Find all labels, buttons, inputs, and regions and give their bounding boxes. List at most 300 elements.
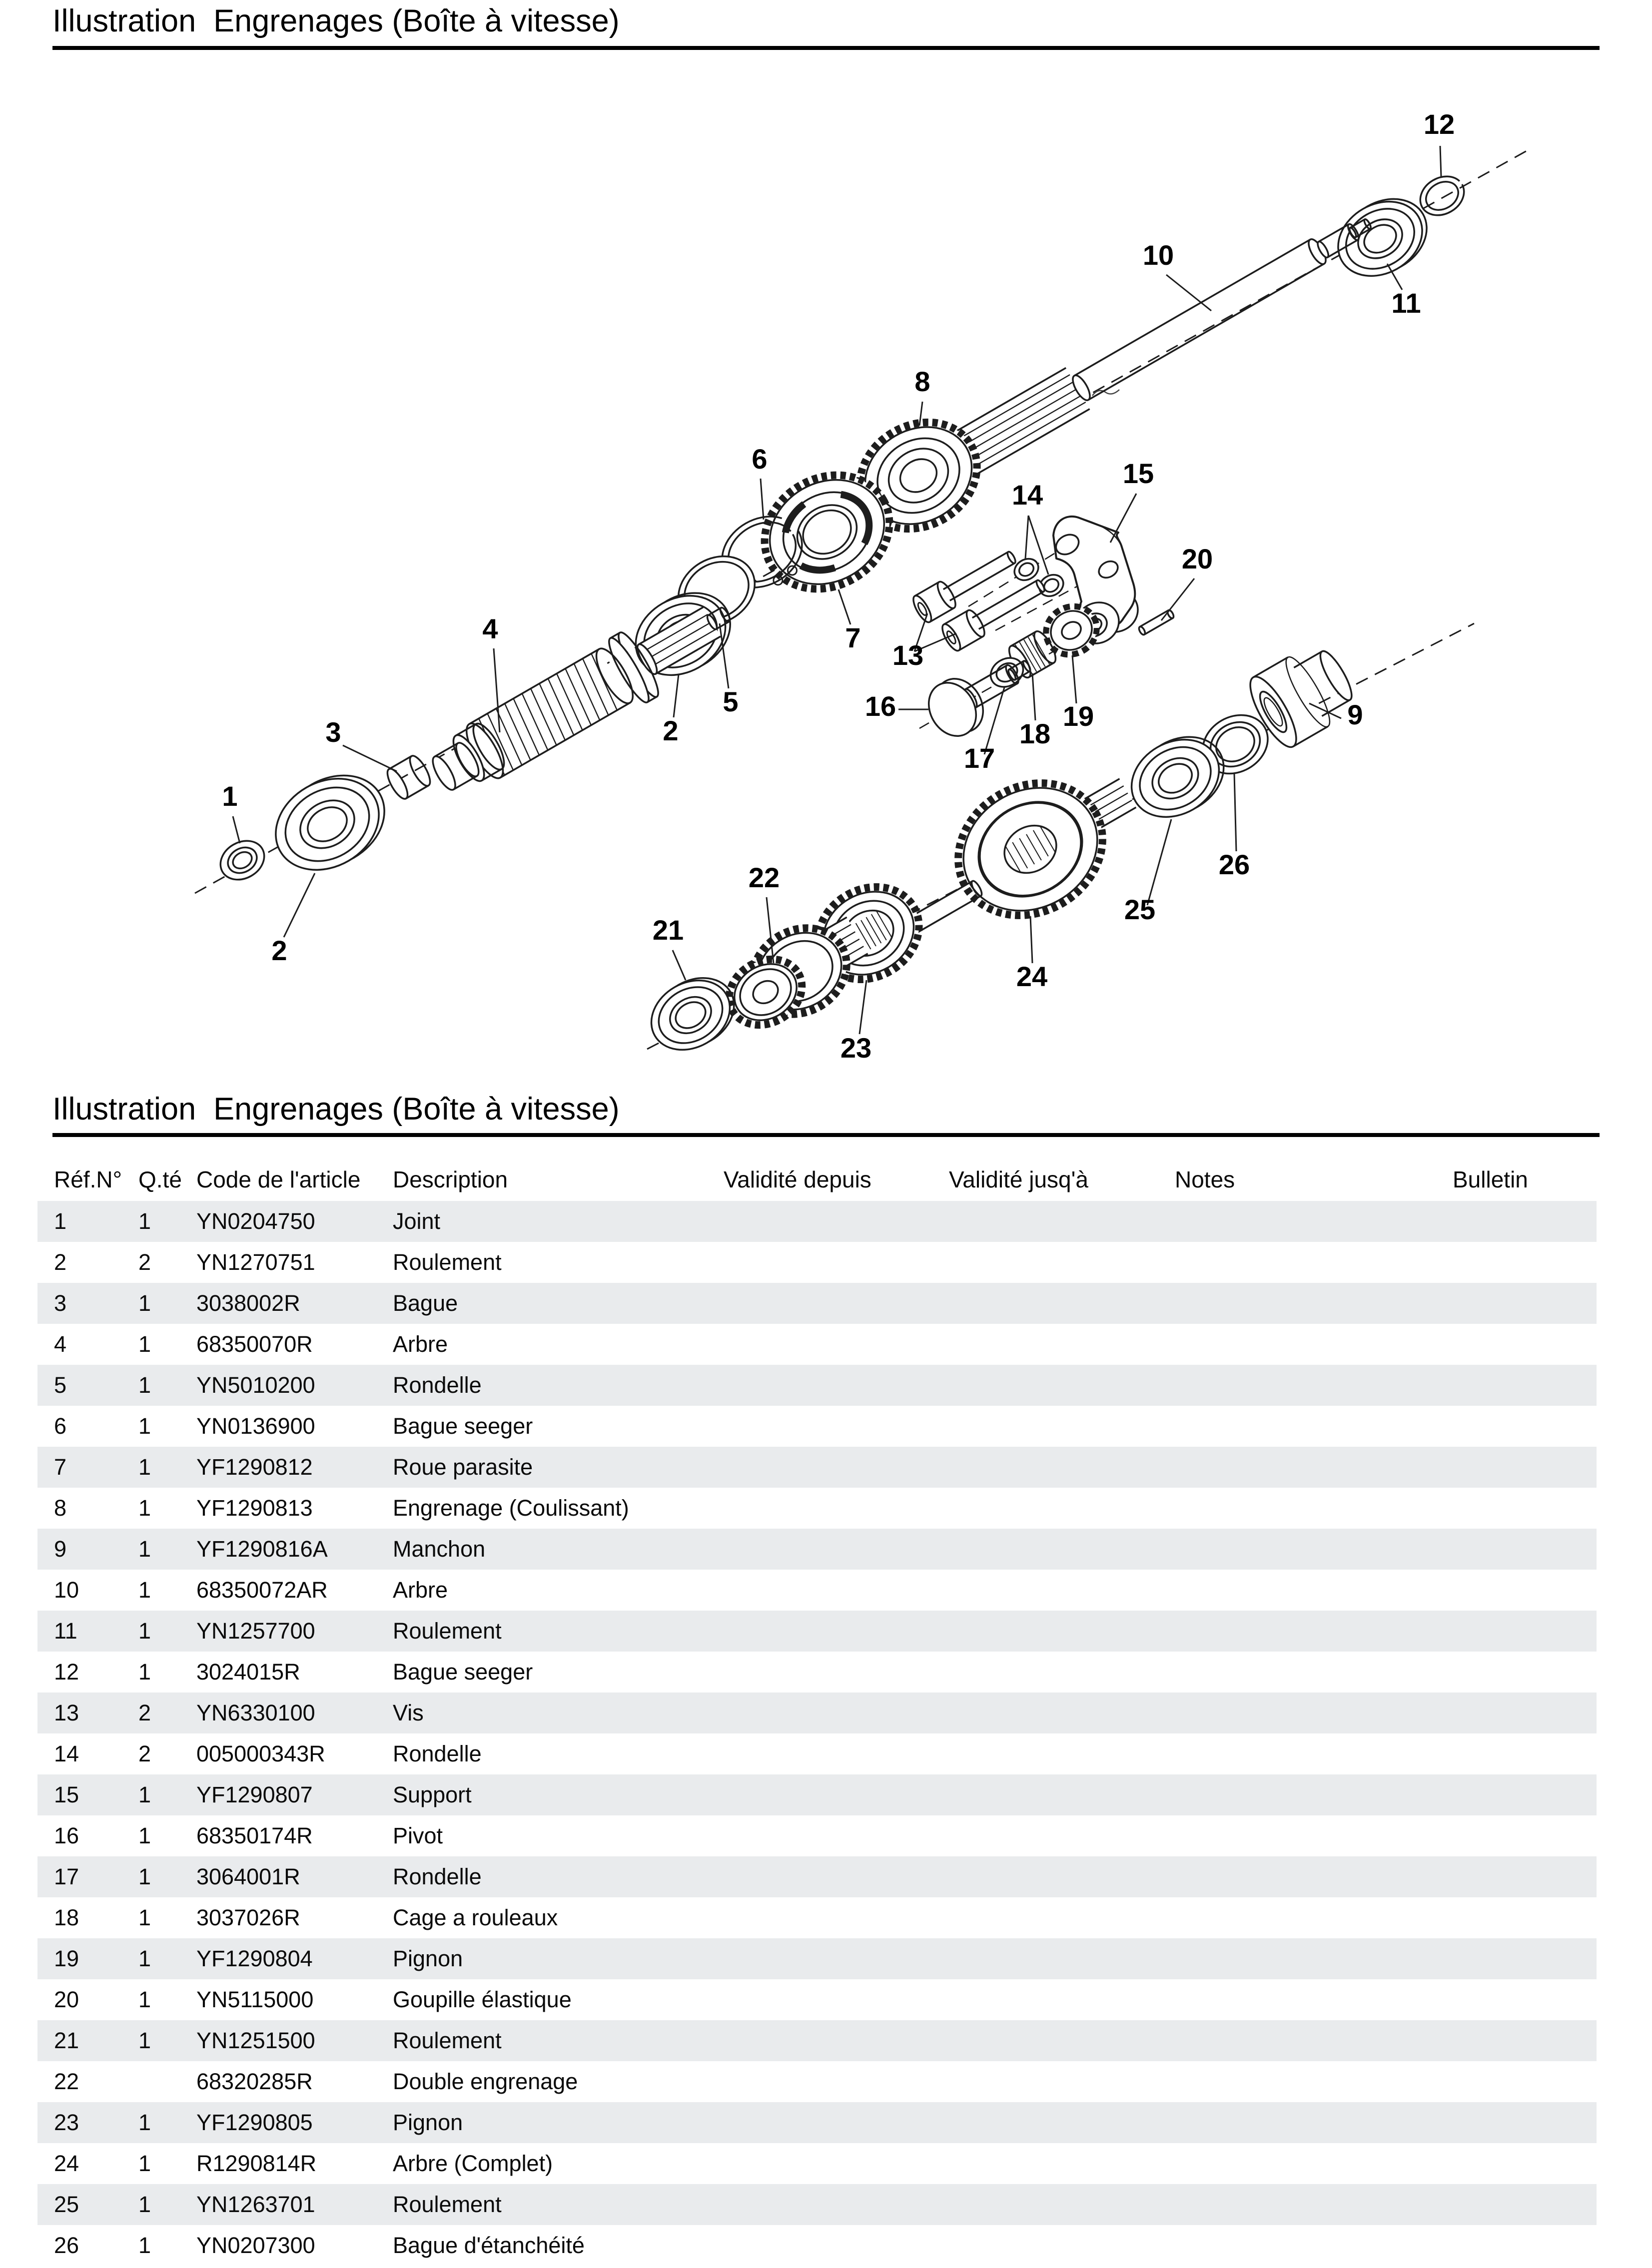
diagram-callout-label: 11 bbox=[1391, 287, 1421, 319]
table-cell bbox=[724, 1201, 949, 1242]
table-cell bbox=[1175, 1611, 1453, 1652]
table-cell: YF1290816A bbox=[196, 1536, 328, 1562]
table-cell: 23 bbox=[54, 2110, 79, 2135]
table-cell bbox=[1453, 1242, 1597, 1283]
table-cell: 3037026R bbox=[196, 1905, 300, 1930]
table-cell bbox=[1453, 1693, 1597, 1733]
table-cell: YF1290805 bbox=[196, 2110, 313, 2135]
table-cell: YN6330100 bbox=[196, 1700, 315, 1725]
part-11-bearing bbox=[1325, 184, 1440, 291]
table-row bbox=[37, 1283, 1597, 1324]
table-cell bbox=[724, 1488, 949, 1529]
table-cell: 2 bbox=[138, 1700, 151, 1725]
table-row bbox=[37, 1693, 1597, 1733]
table-cell bbox=[949, 1693, 1175, 1733]
table-cell bbox=[1453, 2061, 1597, 2102]
table-cell: 3064001R bbox=[196, 1864, 300, 1889]
table-cell bbox=[949, 1529, 1175, 1570]
table-cell bbox=[1453, 2102, 1597, 2143]
table-cell: 1 bbox=[138, 1659, 151, 1685]
table-cell: YN5115000 bbox=[196, 1987, 314, 2012]
table-cell: 1 bbox=[54, 1208, 67, 1234]
table-cell bbox=[724, 1652, 949, 1693]
part-16-pivot bbox=[919, 660, 1032, 745]
table-cell bbox=[949, 1406, 1175, 1447]
callout-leader bbox=[859, 980, 866, 1034]
table-cell: 1 bbox=[138, 1905, 151, 1930]
table-cell bbox=[949, 1652, 1175, 1693]
diagram-callout-label: 25 bbox=[1124, 894, 1156, 925]
diagram-callout-label: 1 bbox=[222, 780, 238, 812]
diagram-callout-label: 16 bbox=[864, 690, 896, 722]
table-cell: 12 bbox=[54, 1659, 79, 1685]
table-cell bbox=[949, 1733, 1175, 1774]
table-cell: YN1251500 bbox=[196, 2028, 315, 2053]
table-cell bbox=[1453, 1938, 1597, 1979]
table-cell: 21 bbox=[54, 2028, 79, 2053]
table-cell bbox=[1175, 2020, 1453, 2061]
table-cell: 1 bbox=[138, 1864, 151, 1889]
table-cell bbox=[1453, 1406, 1597, 1447]
table-cell: Engrenage (Coulissant) bbox=[393, 1495, 629, 1521]
table-cell bbox=[724, 2102, 949, 2143]
exploded-diagram bbox=[0, 0, 1652, 1089]
table-cell: Bague d'étanchéité bbox=[393, 2233, 585, 2258]
table-cell: 2 bbox=[138, 1741, 151, 1766]
column-header-1: Réf.N° bbox=[54, 1166, 122, 1192]
table-cell: 22 bbox=[54, 2069, 79, 2094]
table-cell bbox=[1453, 1365, 1597, 1406]
table-cell: YN0207300 bbox=[196, 2233, 315, 2258]
table-cell bbox=[724, 1897, 949, 1938]
parts-table-container bbox=[37, 1158, 1597, 2266]
table-cell: 68350174R bbox=[196, 1823, 313, 1848]
diagram-callout-label: 20 bbox=[1181, 543, 1213, 574]
callout-leader bbox=[233, 816, 240, 843]
table-cell bbox=[1175, 1979, 1453, 2020]
table-row bbox=[37, 2102, 1597, 2143]
table-cell bbox=[1453, 1611, 1597, 1652]
table-cell bbox=[1453, 1774, 1597, 1815]
table-cell: YF1290807 bbox=[196, 1782, 313, 1807]
table-cell bbox=[949, 1815, 1175, 1856]
table-cell: 1 bbox=[138, 1290, 151, 1316]
table-cell bbox=[1175, 1406, 1453, 1447]
table-cell bbox=[949, 2020, 1175, 2061]
table-cell bbox=[1175, 2102, 1453, 2143]
table-cell: Vis bbox=[393, 1700, 424, 1725]
table-cell bbox=[949, 1979, 1175, 2020]
section-title: Illustration Engrenages (Boîte à vitesse) bbox=[52, 1092, 620, 1127]
table-cell bbox=[949, 1201, 1175, 1242]
table-cell bbox=[724, 1979, 949, 2020]
table-cell: 20 bbox=[54, 1987, 79, 2012]
diagram-callout-label: 9 bbox=[1347, 699, 1363, 730]
table-cell bbox=[949, 2184, 1175, 2225]
part-12-snap-ring bbox=[1413, 169, 1471, 223]
diagram-callout-label: 22 bbox=[748, 862, 780, 893]
table-cell bbox=[724, 1283, 949, 1324]
table-cell bbox=[949, 1774, 1175, 1815]
table-cell bbox=[724, 1733, 949, 1774]
column-header-2: Q.té bbox=[138, 1166, 182, 1192]
table-cell: 1 bbox=[138, 1495, 151, 1521]
table-cell: 18 bbox=[54, 1905, 79, 1930]
table-cell bbox=[724, 1815, 949, 1856]
table-cell: Cage a rouleaux bbox=[393, 1905, 558, 1930]
table-cell: Rondelle bbox=[393, 1741, 482, 1766]
column-header-6: Validité jusq'à bbox=[949, 1166, 1088, 1192]
table-cell: 2 bbox=[54, 1249, 67, 1275]
callout-leader bbox=[343, 745, 397, 771]
table-cell bbox=[1453, 1529, 1597, 1570]
callout-leader bbox=[1110, 494, 1136, 543]
table-cell bbox=[1453, 1979, 1597, 2020]
table-cell bbox=[1453, 2020, 1597, 2061]
table-cell bbox=[949, 1488, 1175, 1529]
table-cell bbox=[1453, 1324, 1597, 1365]
column-header-7: Notes bbox=[1175, 1166, 1235, 1192]
table-row bbox=[37, 1856, 1597, 1897]
diagram-callout-label: 24 bbox=[1016, 961, 1048, 992]
table-cell: 24 bbox=[54, 2151, 79, 2176]
table-cell bbox=[1175, 1529, 1453, 1570]
diagram-callout-label: 23 bbox=[840, 1032, 872, 1064]
table-cell bbox=[724, 1774, 949, 1815]
table-cell bbox=[1175, 1652, 1453, 1693]
table-cell bbox=[1175, 1324, 1453, 1365]
table-cell: Rondelle bbox=[393, 1372, 482, 1398]
diagram-parts bbox=[213, 169, 1471, 1064]
table-row bbox=[37, 1979, 1597, 2020]
callout-leader bbox=[1440, 146, 1441, 177]
table-cell bbox=[949, 2143, 1175, 2184]
table-cell: Roulement bbox=[393, 1618, 502, 1644]
table-cell bbox=[724, 1570, 949, 1611]
table-cell: 3038002R bbox=[196, 1290, 300, 1316]
table-cell: 1 bbox=[138, 1331, 151, 1357]
part-3-bushing bbox=[384, 753, 434, 801]
diagram-callout-label: 15 bbox=[1122, 458, 1154, 489]
table-cell bbox=[1453, 2225, 1597, 2266]
table-cell bbox=[949, 2225, 1175, 2266]
table-cell: R1290814R bbox=[196, 2151, 317, 2176]
table-cell: 7 bbox=[54, 1454, 67, 1480]
table-cell bbox=[949, 1324, 1175, 1365]
callout-leader bbox=[1161, 578, 1194, 620]
table-cell bbox=[724, 2143, 949, 2184]
table-cell: 6 bbox=[54, 1413, 67, 1439]
table-cell: 3024015R bbox=[196, 1659, 300, 1685]
table-cell: YN0204750 bbox=[196, 1208, 315, 1234]
table-cell bbox=[724, 1365, 949, 1406]
table-cell bbox=[724, 1693, 949, 1733]
table-cell: Arbre bbox=[393, 1331, 448, 1357]
table-cell bbox=[724, 1856, 949, 1897]
table-row bbox=[37, 1815, 1597, 1856]
table-row bbox=[37, 1611, 1597, 1652]
table-row bbox=[37, 2184, 1597, 2225]
table-cell: 1 bbox=[138, 2028, 151, 2053]
table-cell bbox=[1175, 1733, 1453, 1774]
table-cell: 26 bbox=[54, 2233, 79, 2258]
table-row bbox=[37, 1733, 1597, 1774]
table-cell bbox=[724, 2020, 949, 2061]
part-1-seal-ring bbox=[213, 833, 271, 887]
table-cell: 14 bbox=[54, 1741, 79, 1766]
diagram-callout-label: 2 bbox=[663, 715, 679, 746]
table-cell: YN1257700 bbox=[196, 1618, 315, 1644]
diagram-callout-label: 17 bbox=[963, 742, 995, 774]
table-cell: 15 bbox=[54, 1782, 79, 1807]
table-row bbox=[37, 1652, 1597, 1693]
table-cell: 4 bbox=[54, 1331, 67, 1357]
table-cell: Roue parasite bbox=[393, 1454, 533, 1480]
table-cell: 16 bbox=[54, 1823, 79, 1848]
table-cell bbox=[1175, 1447, 1453, 1488]
table-cell bbox=[949, 1447, 1175, 1488]
table-cell: 1 bbox=[138, 1577, 151, 1603]
table-cell: 13 bbox=[54, 1700, 79, 1725]
diagram-callout-label: 14 bbox=[1011, 479, 1043, 511]
table-cell bbox=[1453, 1447, 1597, 1488]
table-cell bbox=[949, 1283, 1175, 1324]
table-cell: 1 bbox=[138, 1454, 151, 1480]
table-cell: 10 bbox=[54, 1577, 79, 1603]
table-cell bbox=[1175, 1938, 1453, 1979]
table-cell: Bague seeger bbox=[393, 1413, 533, 1439]
table-cell bbox=[1175, 1201, 1453, 1242]
table-cell bbox=[724, 1938, 949, 1979]
table-cell: YN5010200 bbox=[196, 1372, 315, 1398]
table-cell: 1 bbox=[138, 2192, 151, 2217]
table-cell bbox=[724, 1324, 949, 1365]
table-cell bbox=[724, 1529, 949, 1570]
table-cell: Goupille élastique bbox=[393, 1987, 572, 2012]
table-cell bbox=[724, 1447, 949, 1488]
table-cell bbox=[1175, 2143, 1453, 2184]
table-cell: 005000343R bbox=[196, 1741, 325, 1766]
diagram-callout-label: 21 bbox=[652, 914, 684, 946]
table-cell bbox=[724, 2225, 949, 2266]
callout-leader bbox=[1025, 516, 1028, 559]
table-cell: YF1290813 bbox=[196, 1495, 313, 1521]
table-row bbox=[37, 1242, 1597, 1283]
table-row bbox=[37, 2143, 1597, 2184]
table-cell bbox=[1453, 1897, 1597, 1938]
table-cell: Roulement bbox=[393, 1249, 502, 1275]
table-cell: 11 bbox=[54, 1618, 77, 1644]
table-cell: 1 bbox=[138, 2233, 151, 2258]
table-cell bbox=[1453, 1488, 1597, 1529]
table-cell bbox=[724, 2061, 949, 2102]
table-cell: YN1270751 bbox=[196, 1249, 315, 1275]
section-rule bbox=[52, 1133, 1600, 1137]
diagram-callout-label: 7 bbox=[845, 622, 861, 653]
table-cell: Pivot bbox=[393, 1823, 443, 1848]
table-cell: 1 bbox=[138, 1208, 151, 1234]
table-cell bbox=[1175, 1570, 1453, 1611]
table-cell: Manchon bbox=[393, 1536, 486, 1562]
table-cell: Bague seeger bbox=[393, 1659, 533, 1685]
diagram-callout-label: 4 bbox=[482, 613, 498, 644]
table-cell bbox=[949, 2061, 1175, 2102]
table-cell: Rondelle bbox=[393, 1864, 482, 1889]
column-header-5: Validité depuis bbox=[724, 1166, 871, 1192]
part-22-double-gear bbox=[717, 911, 867, 1038]
column-header-4: Description bbox=[393, 1166, 508, 1192]
table-cell bbox=[949, 1897, 1175, 1938]
part-4-input-shaft bbox=[429, 606, 732, 793]
table-row bbox=[37, 1897, 1597, 1938]
table-cell bbox=[1175, 1693, 1453, 1733]
table-cell bbox=[1453, 1201, 1597, 1242]
table-cell bbox=[1453, 1733, 1597, 1774]
table-cell bbox=[1175, 2225, 1453, 2266]
table-cell: 68350070R bbox=[196, 1331, 313, 1357]
table-cell: 1 bbox=[138, 1413, 151, 1439]
table-cell: Arbre bbox=[393, 1577, 448, 1603]
table-cell bbox=[949, 1938, 1175, 1979]
table-cell: YF1290804 bbox=[196, 1946, 313, 1971]
table-row bbox=[37, 1529, 1597, 1570]
table-cell bbox=[1175, 2184, 1453, 2225]
table-row bbox=[37, 1324, 1597, 1365]
table-row bbox=[37, 1774, 1597, 1815]
table-cell bbox=[1175, 1856, 1453, 1897]
table-cell: Pignon bbox=[393, 2110, 463, 2135]
table-cell bbox=[949, 1856, 1175, 1897]
table-cell: 19 bbox=[54, 1946, 79, 1971]
diagram-callout-label: 18 bbox=[1019, 718, 1051, 749]
table-cell: 8 bbox=[54, 1495, 67, 1521]
table-cell: YN0136900 bbox=[196, 1413, 315, 1439]
callout-leader bbox=[1166, 275, 1211, 311]
callout-leader bbox=[761, 479, 764, 520]
table-cell: YF1290812 bbox=[196, 1454, 313, 1480]
diagram-callout-label: 2 bbox=[271, 935, 287, 966]
table-cell: 1 bbox=[138, 1987, 151, 2012]
table-cell: Bague bbox=[393, 1290, 458, 1316]
table-cell: 9 bbox=[54, 1536, 67, 1562]
table-cell bbox=[138, 2061, 196, 2102]
callout-leader bbox=[673, 950, 686, 980]
table-cell bbox=[949, 1242, 1175, 1283]
diagram-callout-label: 13 bbox=[892, 639, 924, 671]
table-cell bbox=[1453, 1570, 1597, 1611]
table-cell: Pignon bbox=[393, 1946, 463, 1971]
table-cell bbox=[1453, 2143, 1597, 2184]
diagram-callout-label: 12 bbox=[1423, 108, 1455, 140]
diagram-callout-label: 8 bbox=[914, 366, 930, 397]
callout-leader bbox=[1030, 916, 1032, 963]
table-cell: Roulement bbox=[393, 2028, 502, 2053]
table-cell: 1 bbox=[138, 2151, 151, 2176]
table-cell bbox=[724, 1611, 949, 1652]
table-cell bbox=[1453, 1652, 1597, 1693]
diagram-callout-label: 3 bbox=[325, 716, 341, 748]
table-cell: 1 bbox=[138, 1946, 151, 1971]
table-cell: YN1263701 bbox=[196, 2192, 315, 2217]
table-cell: 68320285R bbox=[196, 2069, 313, 2094]
diagram-callout-label: 6 bbox=[752, 443, 768, 475]
diagram-callout-label: 19 bbox=[1062, 700, 1094, 732]
parts-table bbox=[37, 1158, 1597, 2266]
table-header-row bbox=[37, 1158, 1597, 1201]
table-cell bbox=[1175, 1488, 1453, 1529]
table-cell bbox=[1175, 1365, 1453, 1406]
table-cell: 17 bbox=[54, 1864, 79, 1889]
table-row bbox=[37, 1938, 1597, 1979]
diagram-callout-label: 10 bbox=[1142, 239, 1174, 271]
table-cell bbox=[1175, 1897, 1453, 1938]
table-row bbox=[37, 1406, 1597, 1447]
table-cell: 1 bbox=[138, 1782, 151, 1807]
diagram-callout-label: 5 bbox=[723, 686, 739, 717]
callout-leader bbox=[674, 674, 679, 717]
table-cell bbox=[724, 2184, 949, 2225]
table-cell bbox=[949, 1611, 1175, 1652]
callout-leader bbox=[919, 402, 922, 426]
callout-leader bbox=[838, 589, 850, 624]
part-20-spring-pin bbox=[1138, 609, 1175, 635]
table-cell bbox=[724, 1406, 949, 1447]
table-cell bbox=[949, 1570, 1175, 1611]
callout-leader bbox=[1234, 773, 1236, 851]
table-row bbox=[37, 2061, 1597, 2102]
table-cell: 1 bbox=[138, 1536, 151, 1562]
table-cell bbox=[949, 1365, 1175, 1406]
table-cell: 3 bbox=[54, 1290, 67, 1316]
table-cell bbox=[949, 2102, 1175, 2143]
table-cell: Double engrenage bbox=[393, 2069, 578, 2094]
column-header-8: Bulletin bbox=[1453, 1166, 1528, 1192]
table-cell: Roulement bbox=[393, 2192, 502, 2217]
table-cell bbox=[1175, 1242, 1453, 1283]
table-cell: 25 bbox=[54, 2192, 79, 2217]
diagram-callout-label: 26 bbox=[1218, 849, 1250, 880]
table-row bbox=[37, 1201, 1597, 1242]
table-cell bbox=[1175, 1774, 1453, 1815]
table-cell: 1 bbox=[138, 1823, 151, 1848]
table-cell: 1 bbox=[138, 2110, 151, 2135]
table-row bbox=[37, 1488, 1597, 1529]
page-title: Illustration Engrenages (Boîte à vitesse) bbox=[52, 3, 620, 38]
callout-leader bbox=[1032, 673, 1035, 720]
table-cell bbox=[724, 1242, 949, 1283]
part-2-bearing bbox=[259, 757, 401, 888]
table-row bbox=[37, 1365, 1597, 1406]
callout-leader bbox=[1147, 819, 1171, 905]
column-header-3: Code de l'article bbox=[196, 1166, 361, 1192]
table-cell: 1 bbox=[138, 1618, 151, 1644]
table-cell bbox=[1453, 1815, 1597, 1856]
table-row bbox=[37, 2225, 1597, 2266]
table-row bbox=[37, 2020, 1597, 2061]
table-cell bbox=[1175, 2061, 1453, 2102]
table-cell bbox=[1453, 1283, 1597, 1324]
table-cell: Support bbox=[393, 1782, 472, 1807]
callout-leader bbox=[1072, 655, 1076, 703]
table-cell: Joint bbox=[393, 1208, 441, 1234]
table-cell: 68350072AR bbox=[196, 1577, 328, 1603]
table-cell: 5 bbox=[54, 1372, 67, 1398]
table-cell: 2 bbox=[138, 1249, 151, 1275]
table-cell bbox=[1453, 2184, 1597, 2225]
callout-leader bbox=[284, 873, 315, 937]
table-cell: Arbre (Complet) bbox=[393, 2151, 553, 2176]
table-row bbox=[37, 1570, 1597, 1611]
